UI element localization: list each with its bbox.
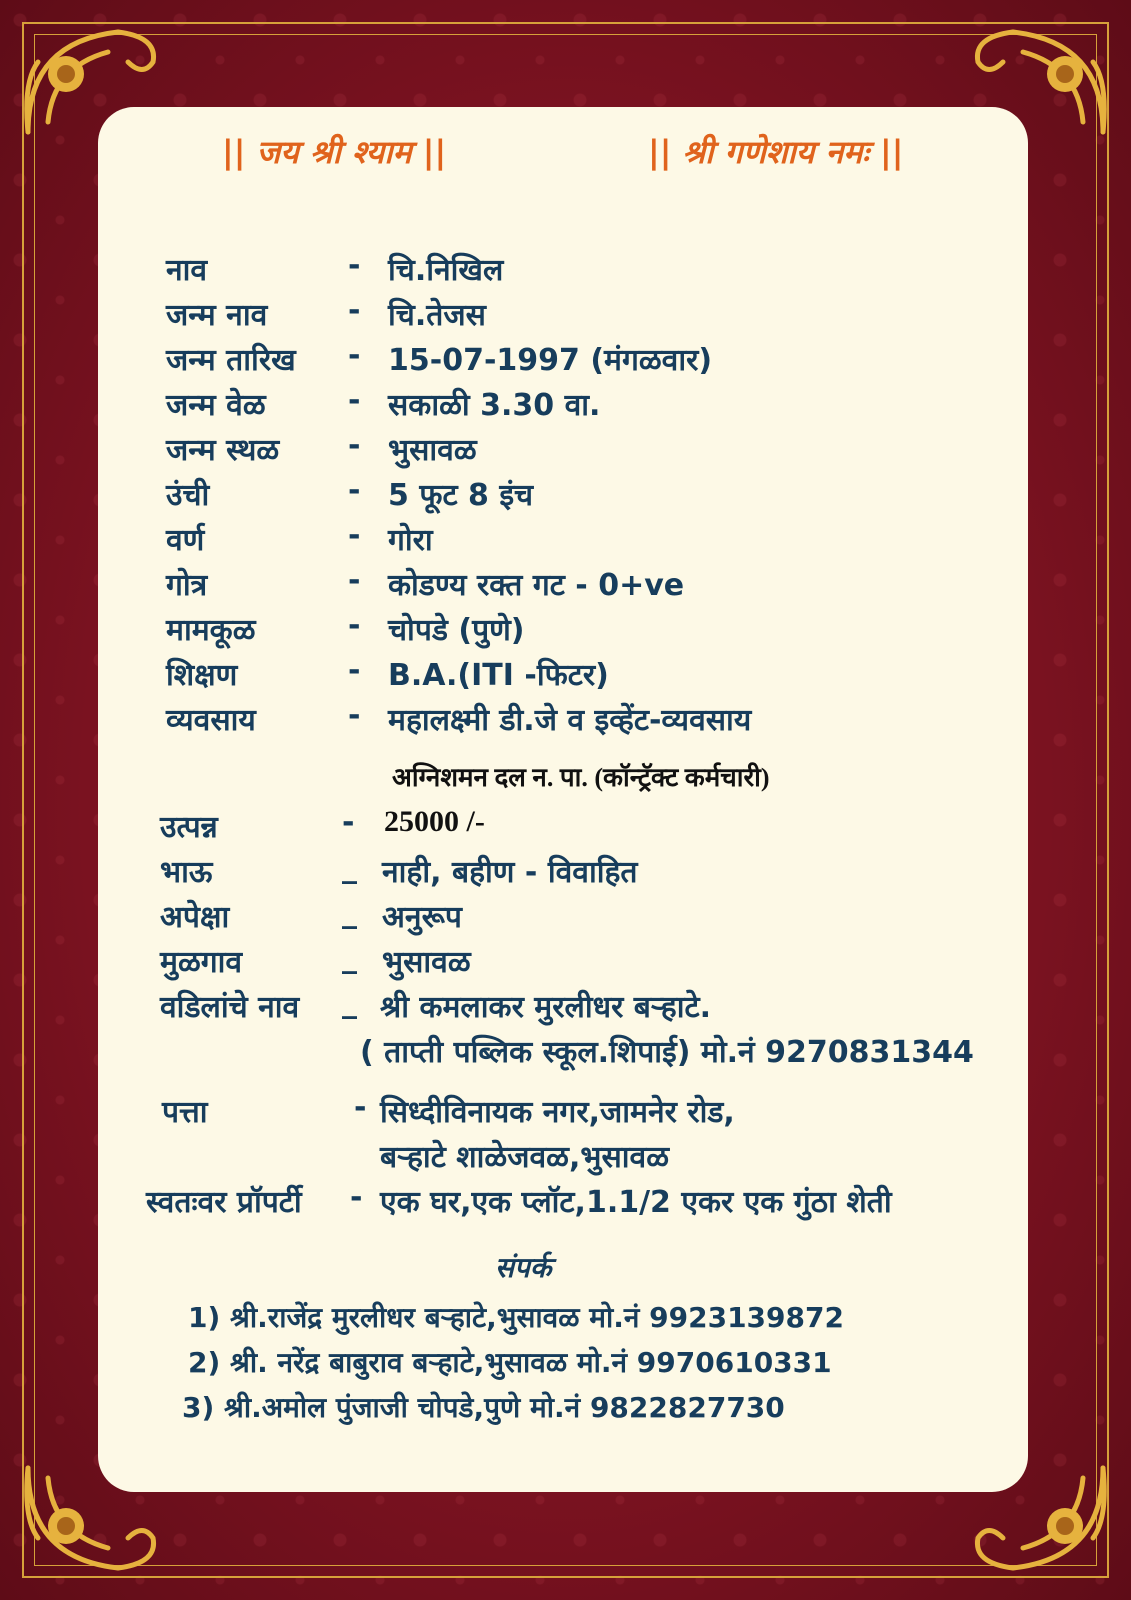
row-value: 15-07-1997 (मंगळवार) xyxy=(388,343,713,378)
row-value: B.A.(ITI -फिटर) xyxy=(388,658,609,693)
header-right-invocation: || श्री गणेशाय नमः || xyxy=(648,133,904,171)
row-separator: - xyxy=(354,1090,367,1125)
row-value: भुसावळ xyxy=(388,433,477,468)
row-separator: - xyxy=(348,248,361,283)
row-separator: - xyxy=(348,653,361,688)
row-value: 5 फूट 8 इंच xyxy=(388,478,534,513)
row-separator: _ xyxy=(342,985,357,1020)
row-label: जन्म नाव xyxy=(166,298,268,333)
contact-line: 2) श्री. नरेंद्र बाबुराव बऱ्हाटे,भुसावळ मो.नं 9970610331 xyxy=(188,1346,832,1379)
header-left-invocation: || जय श्री श्याम || xyxy=(222,133,447,171)
row-value: श्री कमलाकर मुरलीधर बऱ्हाटे. xyxy=(380,990,711,1025)
row-separator: - xyxy=(348,428,361,463)
row-value: नाही, बहीण - विवाहित xyxy=(382,855,638,890)
row-separator: - xyxy=(350,1180,363,1215)
row-separator: - xyxy=(348,563,361,598)
row-label: जन्म तारिख xyxy=(166,343,296,378)
row-separator: - xyxy=(342,805,355,840)
row-value: 25000 /- xyxy=(384,805,485,838)
row-value: अनुरूप xyxy=(382,900,462,935)
row-value: चोपडे (पुणे) xyxy=(388,613,525,648)
contact-line: 3) श्री.अमोल पुंजाजी चोपडे,पुणे मो.नं 9822827730 xyxy=(182,1391,785,1424)
row-separator: - xyxy=(348,473,361,508)
row-separator: - xyxy=(348,518,361,553)
contact-heading: संपर्क xyxy=(495,1251,552,1284)
row-label: नाव xyxy=(166,253,208,288)
contact-line: 1) श्री.राजेंद्र मुरलीधर बऱ्हाटे,भुसावळ मो.नं 9923139872 xyxy=(188,1301,844,1334)
row-label: वर्ण xyxy=(166,523,205,558)
row-label: स्वतःवर प्रॉपर्टी xyxy=(146,1185,302,1220)
row-value: एक घर,एक प्लॉट,1.1/2 एकर एक गुंठा शेती xyxy=(380,1185,892,1220)
father-extra-line: ( ताप्ती पब्लिक स्कूल.शिपाई) मो.नं 9270831344 xyxy=(360,1035,974,1070)
row-label: भाऊ xyxy=(160,855,213,890)
row-value: भुसावळ xyxy=(382,945,471,980)
row-value: महालक्ष्मी डी.जे व इव्हेंट-व्यवसाय xyxy=(388,703,752,738)
row-label: गोत्र xyxy=(166,568,208,603)
row-label: जन्म स्थळ xyxy=(166,433,280,468)
row-separator: _ xyxy=(342,895,357,930)
row-separator: - xyxy=(348,608,361,643)
row-value: चि.तेजस xyxy=(388,298,486,333)
row-value: सकाळी 3.30 वा. xyxy=(388,388,601,423)
address-line-2: बऱ्हाटे शाळेजवळ,भुसावळ xyxy=(380,1140,669,1175)
row-value: कोडण्य रक्त गट - 0+ve xyxy=(388,568,685,603)
row-label: मुळगाव xyxy=(160,945,243,980)
row-label: पत्ता xyxy=(162,1095,208,1130)
row-separator: - xyxy=(348,338,361,373)
row-label: वडिलांचे नाव xyxy=(160,990,300,1025)
row-label: अपेक्षा xyxy=(160,900,230,935)
row-value: चि.निखिल xyxy=(388,253,504,288)
row-label: उत्पन्न xyxy=(160,810,218,845)
row-separator: _ xyxy=(342,850,357,885)
address-line-1: सिध्दीविनायक नगर,जामनेर रोड, xyxy=(380,1095,735,1130)
row-value: गोरा xyxy=(388,523,433,558)
row-separator: _ xyxy=(342,940,357,975)
occupation-extra-line: अग्निशमन दल न. पा. (कॉन्ट्रॅक्ट कर्मचारी) xyxy=(392,763,770,792)
row-separator: - xyxy=(348,698,361,733)
row-label: मामकूळ xyxy=(166,613,256,648)
row-label: व्यवसाय xyxy=(166,703,256,738)
row-separator: - xyxy=(348,293,361,328)
row-label: शिक्षण xyxy=(166,658,238,693)
row-separator: - xyxy=(348,383,361,418)
row-label: उंची xyxy=(166,478,210,513)
row-label: जन्म वेळ xyxy=(166,388,266,423)
